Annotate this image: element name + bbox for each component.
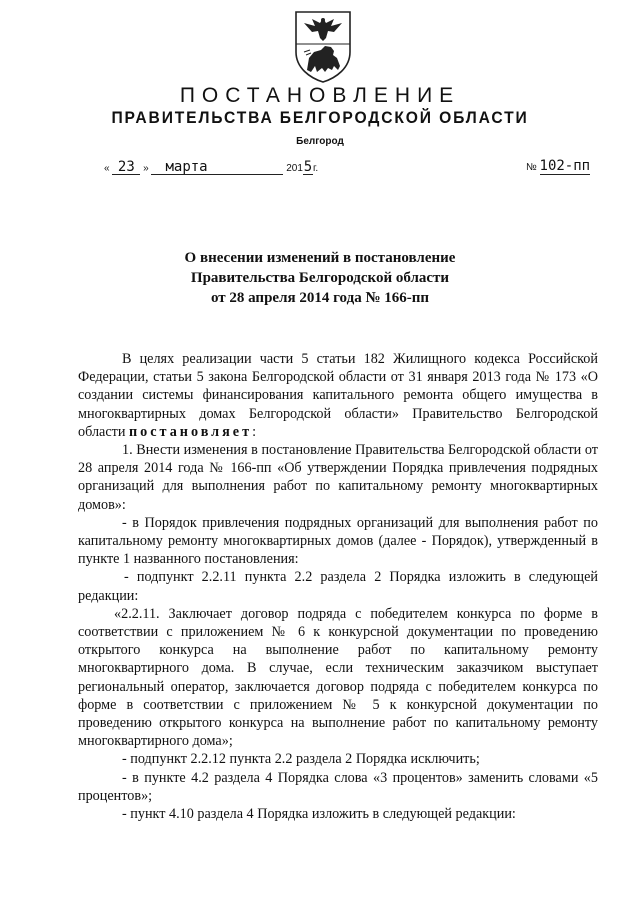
preamble-text: В целях реализации части 5 статьи 182 Жилищного кодекса Российской Федерации, статьи 5 закона Белгородской области от 31 января 2013 года № 173 «О создании системы финансирования капитального ремонта общего имущества в многоквартирных домах Белгородской области» Правительство Белгородской области [78,351,598,440]
subject-line-1: О внесении изменений в постановление [184,250,456,266]
preamble-end: : [252,423,257,440]
paragraph-quote-2-2-11: «2.2.11. Заключает договор подряда с победителем конкурса по форме в соответствии с приложением № 6 к конкурсной документации по проведению открытого конкурса на выполнение работ по капитальному ремонту многоквартирного дома. В случае, если техническим заказчиком выступает региональный оператор, заключается договор подряда с победителем конкурса по форме в соответствии с приложением № 5 к конкурсной документации по проведению открытого конкурса на выполнение работ по капитальному ремонту многоквартирного дома»; [78,605,598,750]
paragraph-item-1: 1. Внести изменения в постановление Правительства Белгородской области от 28 апреля 2014 года № 166-пп «Об утверждении Порядка привлечения подрядных организаций для выполнения работ по капитальному ремонту многоквартирных домов»: [78,442,598,513]
issuing-authority: ПРАВИТЕЛЬСТВА БЕЛГОРОДСКОЙ ОБЛАСТИ [111,108,529,127]
document-number [526,158,590,174]
date-year-digit: 5 [303,159,313,175]
close-quote: » [143,163,149,174]
coat-of-arms-emblem [290,8,356,84]
subject-line-3: от 28 апреля 2014 года № 166-пп [210,290,430,306]
date-month: марта [151,160,283,175]
date-day: 23 [112,160,140,175]
subject-line-2: Правительства Белгородской области [190,270,450,286]
document-subject [0,248,640,308]
paragraph-item-4-10: - пункт 4.10 раздела 4 Порядка изложить в следующей редакции: [122,806,516,823]
open-quote: « [104,163,110,174]
paragraph-item-4-2: - в пункте 4.2 раздела 4 Порядка слова «3 процентов» заменить словами «5 процентов»; [78,769,598,804]
document-title: ПОСТАНОВЛЕНИЕ [179,84,461,107]
paragraph-preamble [78,350,598,441]
city-name: Белгород [296,136,344,147]
paragraph-amendments-intro: - в Порядок привлечения подрядных организаций для выполнения работ по капитальному ремонту многоквартирных домов (далее - Порядок), утвержденный в пункте 1 названного постановления: [78,514,598,568]
date-year-prefix: 201 [286,163,303,174]
date-year-suffix: г. [312,163,319,174]
document-date [104,160,318,175]
document-body [78,350,598,823]
decree-word: постановляет [128,423,253,440]
number-label: № [526,162,537,173]
paragraph-subitem-2-2-11: - подпункт 2.2.11 пункта 2.2 раздела 2 Порядка изложить в следующей редакции: [78,569,598,604]
paragraph-subitem-2-2-12: - подпункт 2.2.12 пункта 2.2 раздела 2 Порядка исключить; [122,751,480,768]
number-value: 102-пп [539,158,591,174]
